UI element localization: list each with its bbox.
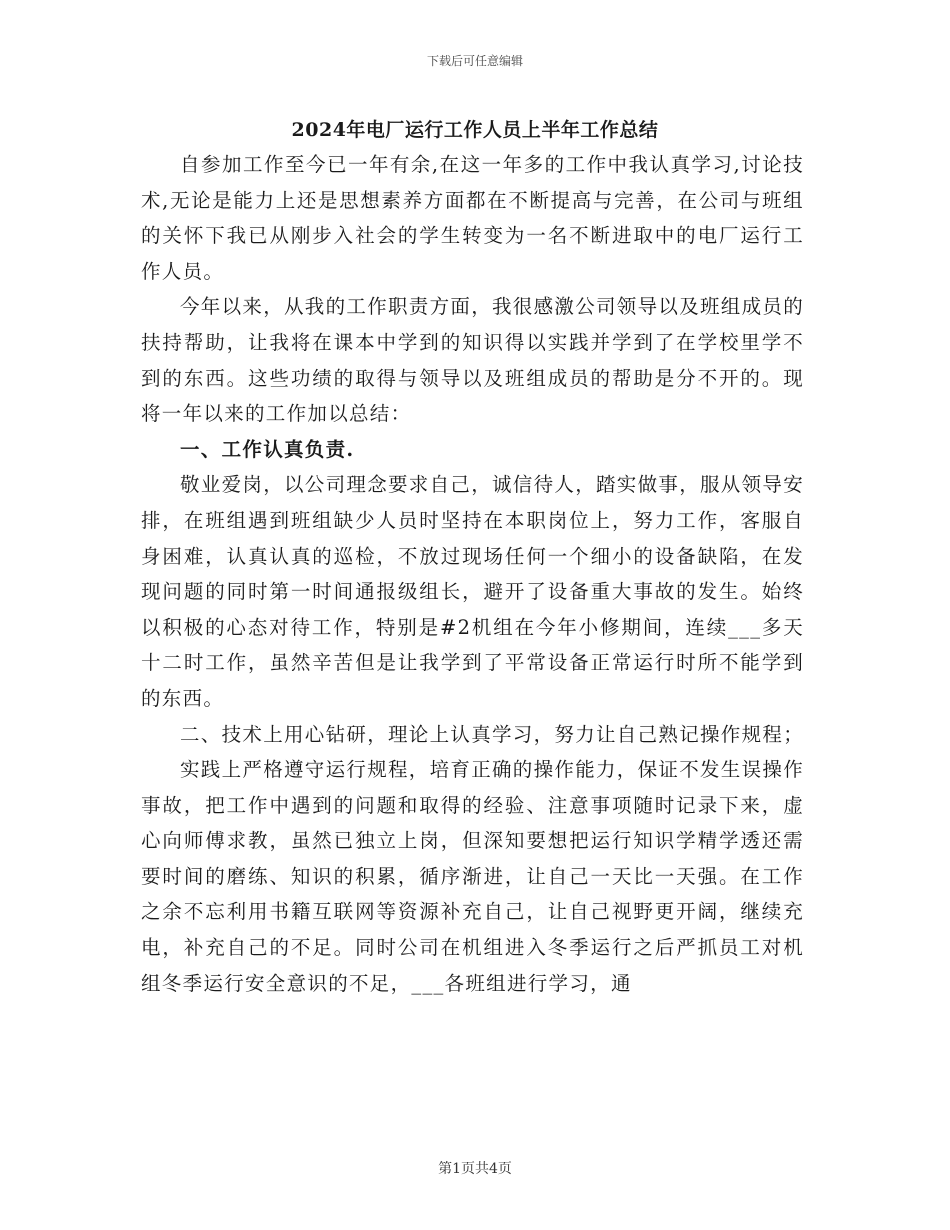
- document-body: [141, 147, 804, 1001]
- paragraph-gratitude: 今年以来，从我的工作职责方面，我很感激公司领导以及班组成员的扶持帮助，让我将在课本中学到的知识得以实践并学到了在学校里学不到的东西。这些功绩的取得与领导以及班组成员的帮助是分不开的。现将一年以来的工作加以总结：: [141, 295, 805, 426]
- section-heading-2: 二、技术上用心钻研，理论上认真学习，努力让自己熟记操作规程；: [180, 722, 805, 746]
- paragraph-work-attitude: 敬业爱岗，以公司理念要求自己，诚信待人，踏实做事，服从领导安排，在班组遇到班组缺少人员时坚持在本职岗位上，努力工作，客服自身困难，认真认真的巡检，不放过现场任何一个细小的设备缺陷，在发现问题的同时第一时间通报级组长，避开了设备重大事故的发生。始终以积极的心态对待工作，特别是#2机组在今年小修期间，连续___多天十二时工作，虽然辛苦但是让我学到了平常设备正常运行时所不能学到的东西。: [141, 473, 805, 710]
- document-title: 2024年电厂运行工作人员上半年工作总结: [291, 119, 659, 141]
- page-header-note: 下载后可任意编辑: [426, 54, 523, 68]
- page-indicator: 第1页共4页: [438, 1161, 512, 1177]
- paragraph-practice: 实践上严格遵守运行规程，培育正确的操作能力，保证不发生误操作事故，把工作中遇到的问题和取得的经验、注意事项随时记录下来，虚心向师傅求教，虽然已独立上岗，但深知要想把运行知识学精学透还需要时间的磨练、知识的积累，循序渐进，让自己一天比一天强。在工作之余不忘利用书籍互联网等资源补充自己，让自己视野更开阔，继续充电，补充自己的不足。同时公司在机组进入冬季运行之后严抓员工对机组冬季运行安全意识的不足，___各班组进行学习，通: [141, 758, 805, 995]
- paragraph-intro: 自参加工作至今已一年有余,在这一年多的工作中我认真学习,讨论技术,无论是能力上还是思想素养方面都在不断提高与完善，在公司与班组的关怀下我已从刚步入社会的学生转变为一名不断进取中的电厂运行工作人员。: [141, 153, 804, 283]
- section-heading-1: 一、工作认真负责.: [180, 437, 355, 461]
